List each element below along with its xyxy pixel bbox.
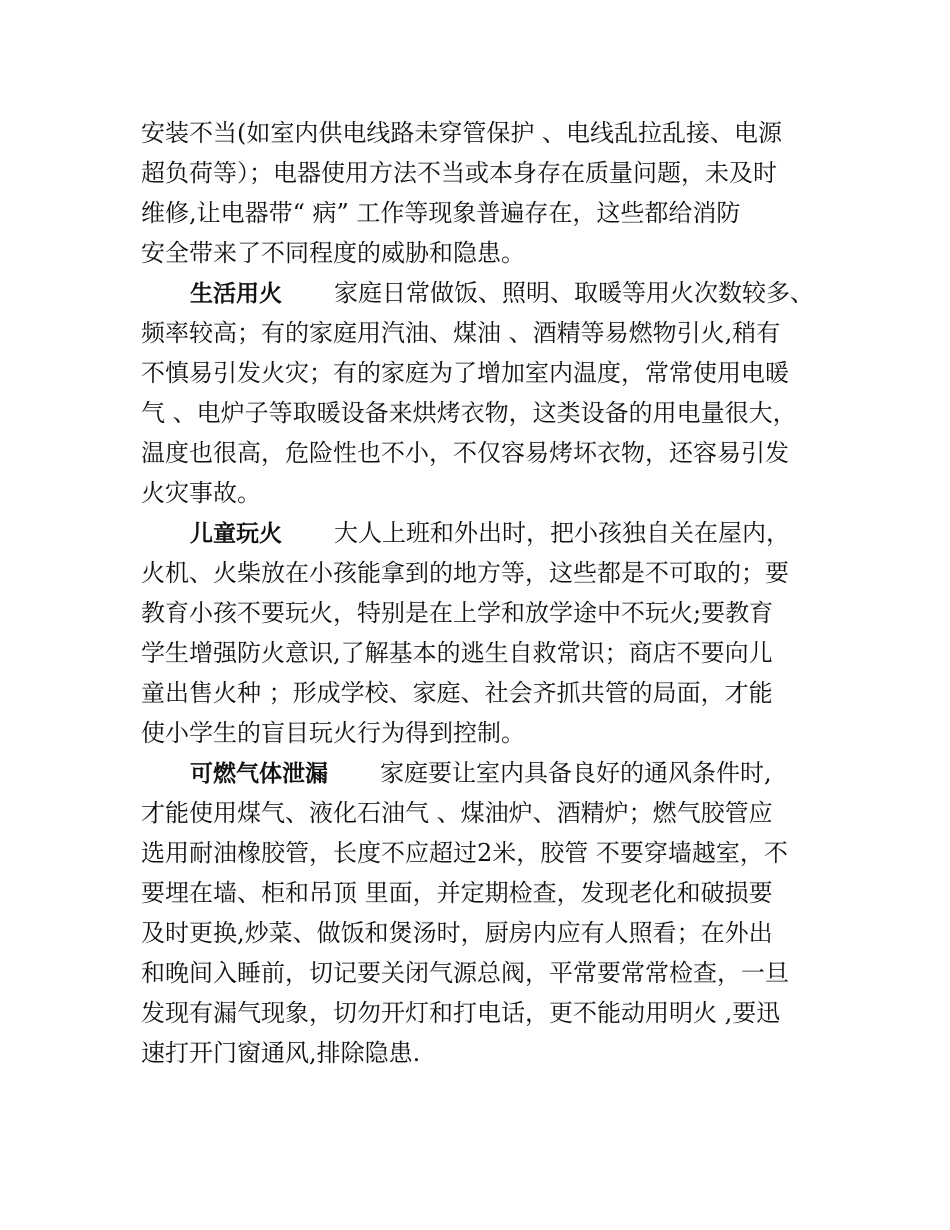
- text-line: 要埋在墙、柜和吊顶 里面，并定期检查，发现老化和破损要: [141, 879, 773, 907]
- text-run: 家庭要让室内具备良好的通风条件时,: [380, 759, 772, 787]
- section-first-line: [141, 513, 831, 553]
- section-gas-leak: [141, 753, 831, 1073]
- text-line: 频率较高；有的家庭用汽油、煤油 、酒精等易燃物引火,稍有: [141, 319, 781, 347]
- text-line: 及时更换,炒菜、做饭和煲汤时，厨房内应有人照看；在外出: [141, 919, 773, 947]
- section-children-playing-fire: [141, 513, 831, 753]
- intro-paragraph: [141, 113, 831, 273]
- section-heading: 生活用火: [190, 281, 282, 307]
- section-first-line: [141, 273, 831, 313]
- section-first-line: [141, 753, 831, 793]
- text-line: 学生增强防火意识,了解基本的逃生自救常识；商店不要向儿: [141, 639, 773, 667]
- text-line: 安装不当(如室内供电线路未穿管保护 、电线乱拉乱接、电源: [141, 119, 782, 147]
- text-line: 维修,让电器带“ 病” 工作等现象普遍存在，这些都给消防: [141, 199, 741, 227]
- text-line: 安全带来了不同程度的威胁和隐患。: [141, 239, 525, 267]
- text-line: 速打开门窗通风,排除隐患.: [141, 1039, 421, 1067]
- text-run: 大人上班和外出时，把小孩独自关在屋内，: [334, 519, 790, 547]
- text-line: 超负荷等）；电器使用方法不当或本身存在质量问题，未及时: [141, 159, 777, 187]
- text-line: 火机、火柴放在小孩能拿到的地方等，这些都是不可取的；要: [141, 559, 789, 587]
- text-line: 使小学生的盲目玩火行为得到控制。: [141, 719, 525, 747]
- text-line: 教育小孩不要玩火，特别是在上学和放学途中不玩火;要教育: [141, 599, 774, 627]
- text-line: 和晚间入睡前，切记要关闭气源总阀，平常要常常检查，一旦: [141, 959, 789, 987]
- text-line: 发现有漏气现象，切勿开灯和打电话，更不能动用明火 ,要迅: [141, 999, 781, 1027]
- text-line: 气 、电炉子等取暖设备来烘烤衣物，这类设备的用电量很大，: [141, 399, 797, 427]
- text-line: 选用耐油橡胶管，长度不应超过2米，胶管 不要穿墙越室，不: [141, 839, 788, 867]
- text-run: 家庭日常做饭、照明、取暖等用火次数较多、: [334, 279, 814, 307]
- text-line: 温度也很高，危险性也不小，不仅容易烤坏衣物，还容易引发: [141, 439, 789, 467]
- text-line: 火灾事故。: [141, 479, 261, 507]
- text-line: 才能使用煤气、液化石油气 、煤油炉、酒精炉；燃气胶管应: [141, 799, 773, 827]
- text-line: 童出售火种 ；形成学校、家庭、社会齐抓共管的局面，才能: [141, 679, 773, 707]
- section-daily-fire-use: [141, 273, 831, 513]
- text-line: 不慎易引发火灾；有的家庭为了增加室内温度，常常使用电暖: [141, 359, 789, 387]
- section-heading: 可燃气体泄漏: [190, 761, 328, 787]
- document-body: [141, 113, 831, 1073]
- section-heading: 儿童玩火: [190, 521, 282, 547]
